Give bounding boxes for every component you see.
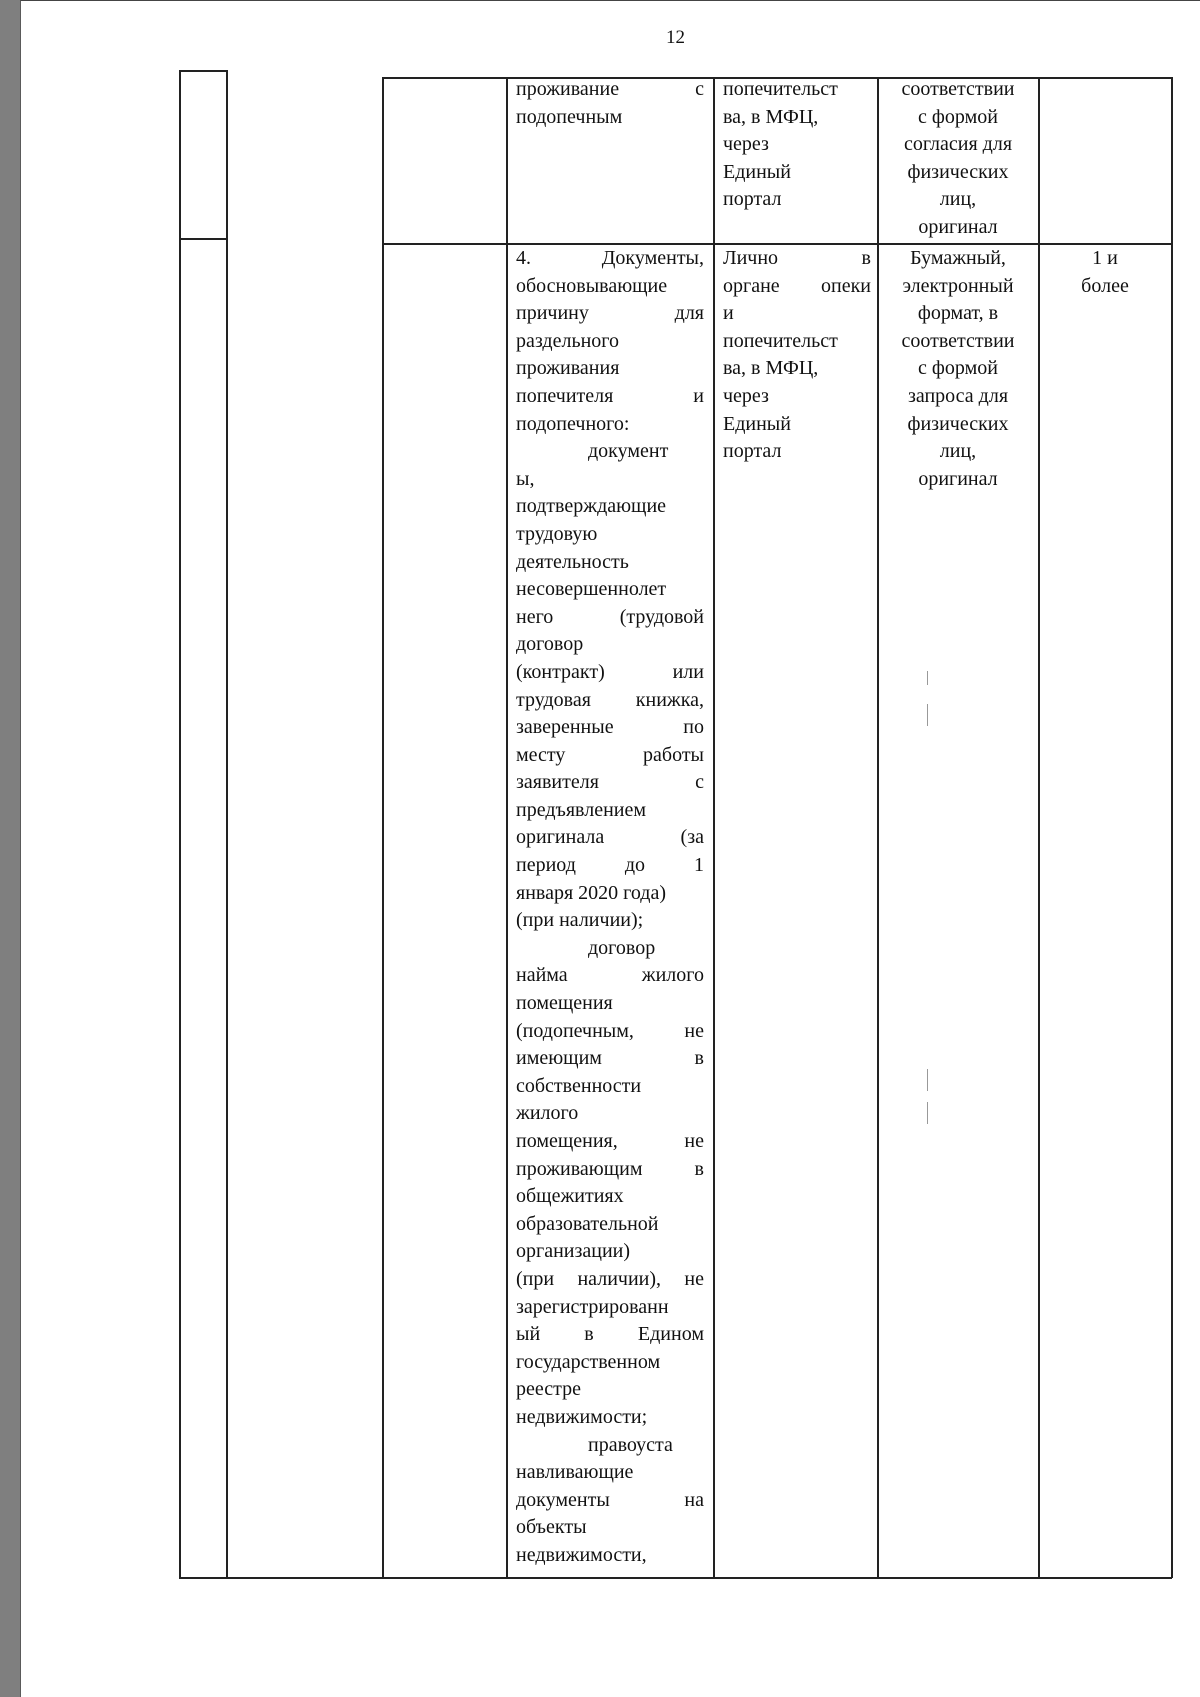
grid-line: [179, 1577, 1172, 1579]
grid-line: [877, 77, 879, 1578]
document-page: [20, 0, 1200, 1697]
scan-mark: [927, 1102, 928, 1124]
grid-line: [179, 70, 181, 1578]
grid-line: [1171, 77, 1173, 1578]
submission-cell-row-4: Лично в органе опеки и попечительст ва, в МФЦ, через Единый портал: [723, 247, 871, 463]
scan-mark: [927, 671, 928, 685]
quantity-cell-row-4: 1 и более: [1081, 247, 1129, 297]
grid-line: [382, 77, 384, 1578]
grid-line: [179, 238, 227, 240]
submission-cell-continued: попечительст ва, в МФЦ, через Единый портал: [723, 78, 838, 211]
document-cell-continued: проживание с подопечным: [516, 78, 704, 128]
grid-line: [713, 77, 715, 1578]
page-number: 12: [666, 27, 685, 48]
scan-mark: [927, 1069, 928, 1091]
grid-line: [226, 70, 228, 1578]
document-cell-row-4: 4. Документы, обосновывающие причину для раздельного проживания попечителя и подопечного: документ ы, подтверждающие трудовую деятельность несовершеннолет него (трудовой договор (контракт) или трудовая книжка, заверенные по месту работы заявителя с предъявлением оригинала (за период до 1 января 2020 года) (при наличии); договор найма жилого помещения (подопечным, не имеющим в собственности жилого помещения, не проживающим в общежитиях образовательной организации) (при наличии), не зарегистрированн ый в Едином государственном реестре недвижимости; правоуста навливающие документы на объекты недвижимости,: [516, 247, 704, 1566]
grid-line: [179, 70, 227, 72]
grid-line: [1038, 77, 1040, 1578]
grid-line: [506, 77, 508, 1578]
format-cell-row-4: Бумажный, электронный формат, в соответствии с формой запроса для физических лиц, оригинал: [901, 247, 1015, 490]
scan-mark: [927, 704, 928, 726]
format-cell-continued: соответствии с формой согласия для физических лиц, оригинал: [901, 78, 1015, 238]
